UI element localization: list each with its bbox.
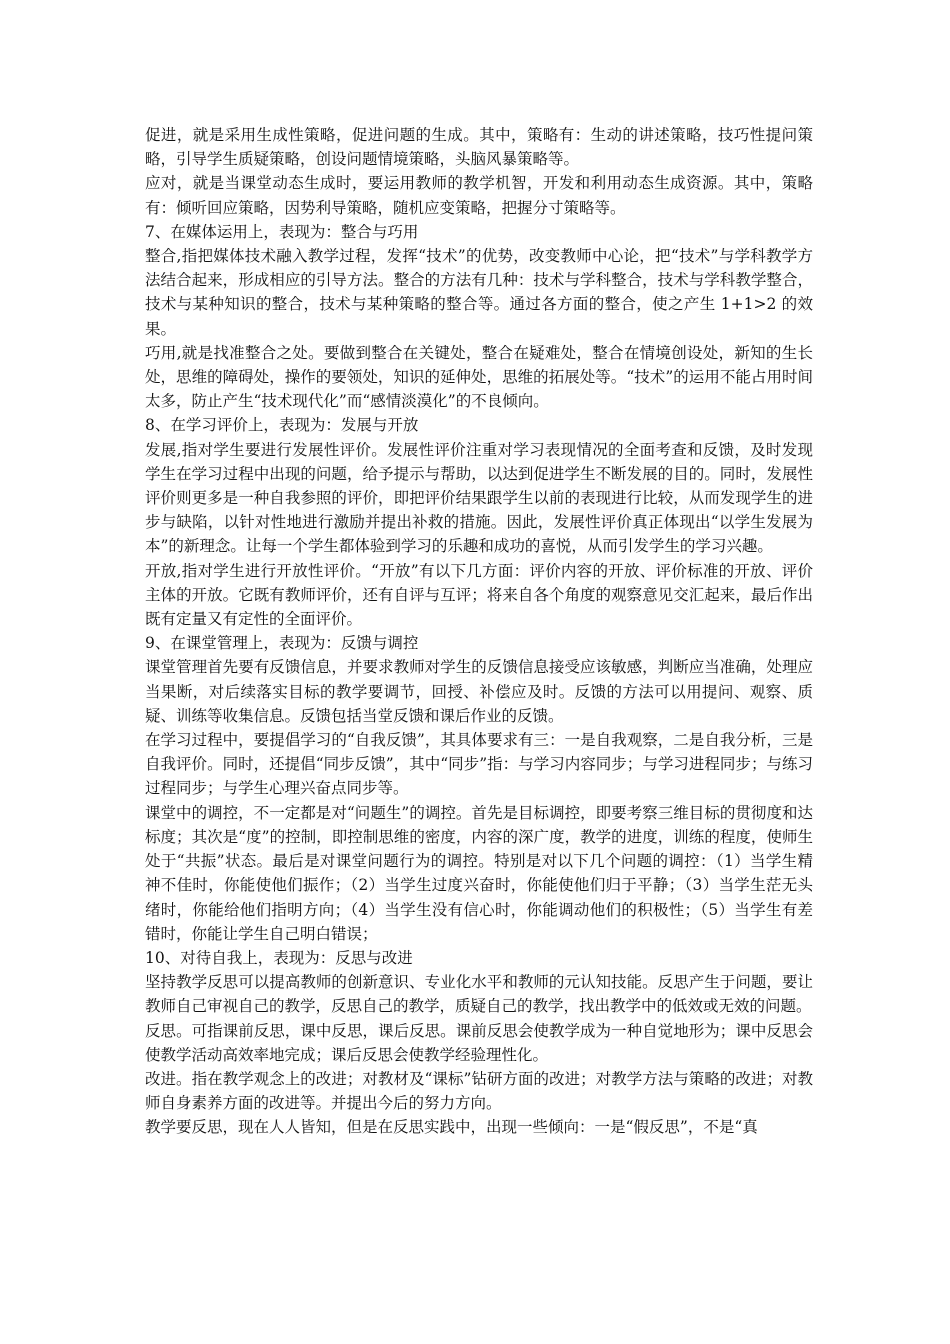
body-paragraph: 教学要反思，现在人人皆知，但是在反思实践中，出现一些倾向：一是“假反思”，不是“真 bbox=[145, 1118, 758, 1137]
section-heading: 9、在课堂管理上，表现为：反馈与调控 bbox=[145, 634, 419, 653]
body-paragraph: 课堂中的调控，不一定都是对“问题生”的调控。首先是目标调控，即要考察三维目标的贯彻度和达标度；其次是“度”的控制，即控制思维的密度，内容的深广度，教学的进度，训练的程度，使师生处于“共振”状态。最后是对课堂问题行为的调控。特别是对以下几个问题的调控：（1）当学生精神不佳时，你能使他们振作；（2）当学生过度兴奋时，你能使他们归于平静；（3）当学生茫无头绪时，你能给他们指明方向；（4）当学生没有信心时，你能调动他们的积极性；（5）当学生有差错时，你能让学生自己明白错误； bbox=[145, 803, 813, 943]
body-paragraph: 反思。可指课前反思，课中反思，课后反思。课前反思会使教学成为一种自觉地形为；课中反思会使教学活动高效率地完成；课后反思会使教学经验理性化。 bbox=[145, 1021, 813, 1064]
body-paragraph: 改进。指在教学观念上的改进；对教材及“课标”钻研方面的改进；对教学方法与策略的改进；对教师自身素养方面的改进等。并提出今后的努力方向。 bbox=[145, 1069, 813, 1113]
document-page bbox=[145, 123, 813, 1140]
body-paragraph: 开放,指对学生进行开放性评价。“开放”有以下几方面：评价内容的开放、评价标准的开放、评价主体的开放。它既有教师评价，还有自评与互评；将来自各个角度的观察意见交汇起来，最后作出既有定量又有定性的全面评价。 bbox=[145, 561, 813, 629]
body-paragraph: 整合,指把媒体技术融入教学过程，发挥“技术”的优势，改变教师中心论，把“技术”与学科教学方法结合起来，形成相应的引导方法。整合的方法有几种：技术与学科整合，技术与学科教学整合，技术与某种知识的整合，技术与某种策略的整合等。通过各方面的整合，使之产生 1+1>2 的效果。 bbox=[145, 247, 813, 338]
body-paragraph: 坚持教学反思可以提高教师的创新意识、专业化水平和教师的元认知技能。反思产生于问题，要让教师自己审视自己的教学，反思自己的教学，质疑自己的教学，找出教学中的低效或无效的问题。 bbox=[145, 973, 813, 1016]
body-paragraph: 课堂管理首先要有反馈信息，并要求教师对学生的反馈信息接受应该敏感，判断应当准确，处理应当果断，对后续落实目标的教学要调节，回授、补偿应及时。反馈的方法可以用提问、观察、质疑、训练等收集信息。反馈包括当堂反馈和课后作业的反馈。 bbox=[145, 658, 813, 725]
body-paragraph: 巧用,就是找准整合之处。要做到整合在关键处，整合在疑难处，整合在情境创设处，新知的生长处，思维的障碍处，操作的要领处，知识的延伸处，思维的拓展处等。“技术”的运用不能占用时间太多，防止产生“技术现代化”而“感情淡漠化”的不良倾向。 bbox=[145, 343, 813, 411]
section-heading: 10、对待自我上，表现为：反思与改进 bbox=[145, 948, 413, 967]
section-heading: 7、在媒体运用上，表现为：整合与巧用 bbox=[145, 222, 419, 241]
body-paragraph: 促进，就是采用生成性策略，促进问题的生成。其中，策略有：生动的讲述策略，技巧性提问策略，引导学生质疑策略，创设问题情境策略，头脑风暴策略等。 bbox=[145, 126, 813, 169]
body-paragraph: 在学习过程中，要提倡学习的“自我反馈”，其具体要求有三：一是自我观察，二是自我分析，三是自我评价。同时，还提倡“同步反馈”，其中“同步”指：与学习内容同步；与学习进程同步；与练习过程同步；与学生心理兴奋点同步等。 bbox=[145, 731, 813, 798]
body-paragraph: 发展,指对学生要进行发展性评价。发展性评价注重对学习表现情况的全面考查和反馈，及时发现学生在学习过程中出现的问题，给予提示与帮助，以达到促进学生不断发展的目的。同时，发展性评价则更多是一种自我参照的评价，即把评价结果跟学生以前的表现进行比较，从而发现学生的进步与缺陷，以针对性地进行激励并提出补救的措施。因此，发展性评价真正体现出“以学生发展为本”的新理念。让每一个学生都体验到学习的乐趣和成功的喜悦，从而引发学生的学习兴趣。 bbox=[145, 440, 813, 556]
body-paragraph: 应对，就是当课堂动态生成时，要运用教师的教学机智，开发和利用动态生成资源。其中，策略有：倾听回应策略，因势利导策略，随机应变策略，把握分寸策略等。 bbox=[145, 174, 813, 217]
section-heading: 8、在学习评价上，表现为：发展与开放 bbox=[145, 416, 419, 435]
